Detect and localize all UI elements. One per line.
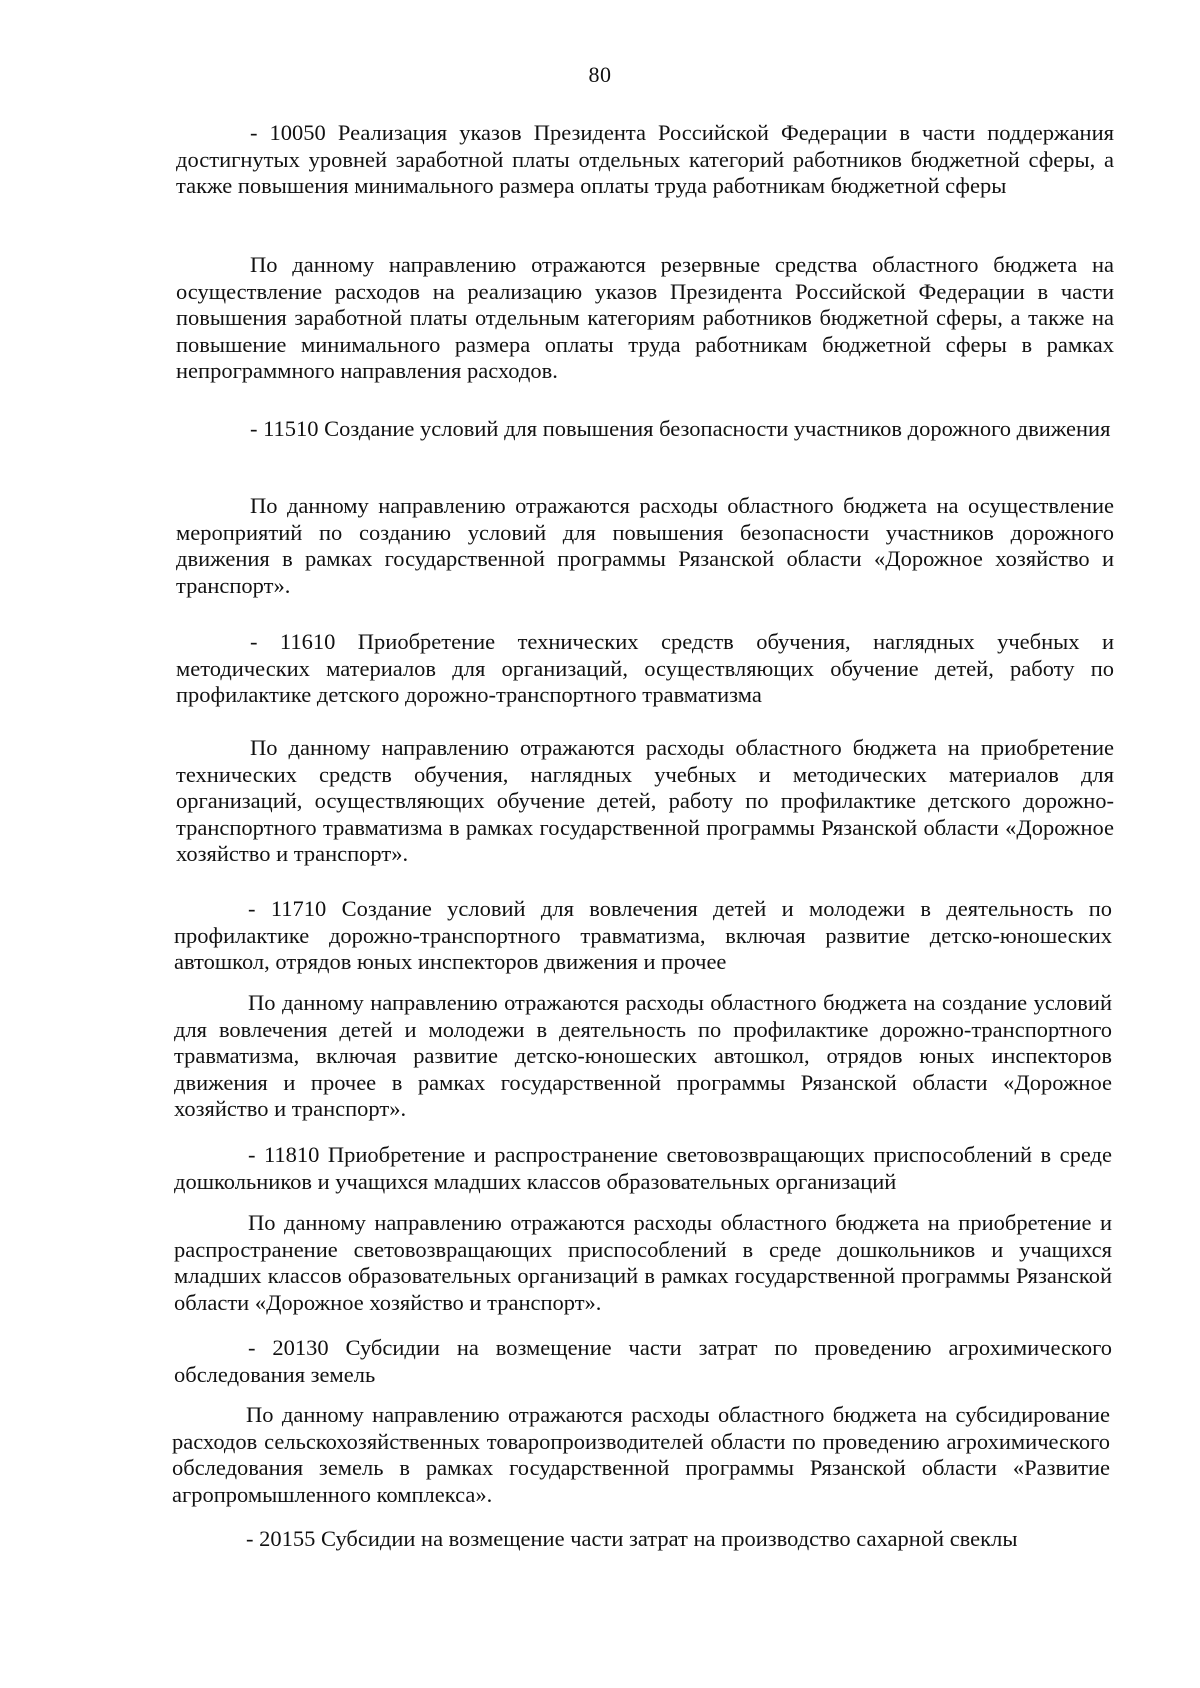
page-number: 80: [588, 62, 612, 87]
section-body-11510: По данному направлению отражаются расходы областного бюджета на осуществление мероприятий по созданию условий для повышения безопасности участников дорожного движения в рамках государственной программы Рязанской области «Дорожное хозяйство и транспорт».: [176, 493, 1114, 598]
section-heading-10050: - 10050 Реализация указов Президента Российской Федерации в части поддержания достигнутых уровней заработной платы отдельных категорий работников бюджетной сферы, а также повышения минимального размера оплаты труда работникам бюджетной сферы: [176, 120, 1114, 198]
section-heading-20155: - 20155 Субсидии на возмещение части затрат на производство сахарной свеклы: [246, 1526, 1018, 1551]
section-heading-11610: - 11610 Приобретение технических средств обучения, наглядных учебных и методических материалов для организаций, осуществляющих обучение детей, работу по профилактике детского дорожно-транспортного травматизма: [176, 629, 1114, 707]
section-heading-11710: - 11710 Создание условий для вовлечения детей и молодежи в деятельность по профилактике дорожно-транспортного травматизма, включая развитие детско-юношеских автошкол, отрядов юных инспекторов движения и прочее: [174, 896, 1112, 974]
section-body-11610: По данному направлению отражаются расходы областного бюджета на приобретение технических средств обучения, наглядных учебных и методических материалов для организаций, осуществляющих обучение детей, работу по профилактике детского дорожно-транспортного травматизма в рамках государственной программы Рязанской области «Дорожное хозяйство и транспорт».: [176, 735, 1114, 866]
section-body-11810: По данному направлению отражаются расходы областного бюджета на приобретение и распространение световозвращающих приспособлений в среде дошкольников и учащихся младших классов образовательных организаций в рамках государственной программы Рязанской области «Дорожное хозяйство и транспорт».: [174, 1210, 1112, 1315]
section-body-10050: По данному направлению отражаются резервные средства областного бюджета на осуществление расходов на реализацию указов Президента Российской Федерации в части повышения заработной платы отдельным категориям работников бюджетной сферы, а также на повышение минимального размера оплаты труда работникам бюджетной сферы в рамках непрограммного направления расходов.: [176, 252, 1114, 383]
section-heading-20130: - 20130 Субсидии на возмещение части затрат по проведению агрохимического обследования земель: [174, 1335, 1112, 1387]
section-heading-11810: - 11810 Приобретение и распространение световозвращающих приспособлений в среде дошкольников и учащихся младших классов образовательных организаций: [174, 1142, 1112, 1194]
section-heading-11510: - 11510 Создание условий для повышения безопасности участников дорожного движения: [250, 416, 1111, 441]
section-body-20130: По данному направлению отражаются расходы областного бюджета на субсидирование расходов сельскохозяйственных товаропроизводителей области по проведению агрохимического обследования земель в рамках государственной программы Рязанской области «Развитие агропромышленного комплекса».: [172, 1402, 1110, 1507]
section-body-11710: По данному направлению отражаются расходы областного бюджета на создание условий для вовлечения детей и молодежи в деятельность по профилактике дорожно-транспортного травматизма, включая развитие детско-юношеских автошкол, отрядов юных инспекторов движения и прочее в рамках государственной программы Рязанской области «Дорожное хозяйство и транспорт».: [174, 990, 1112, 1121]
